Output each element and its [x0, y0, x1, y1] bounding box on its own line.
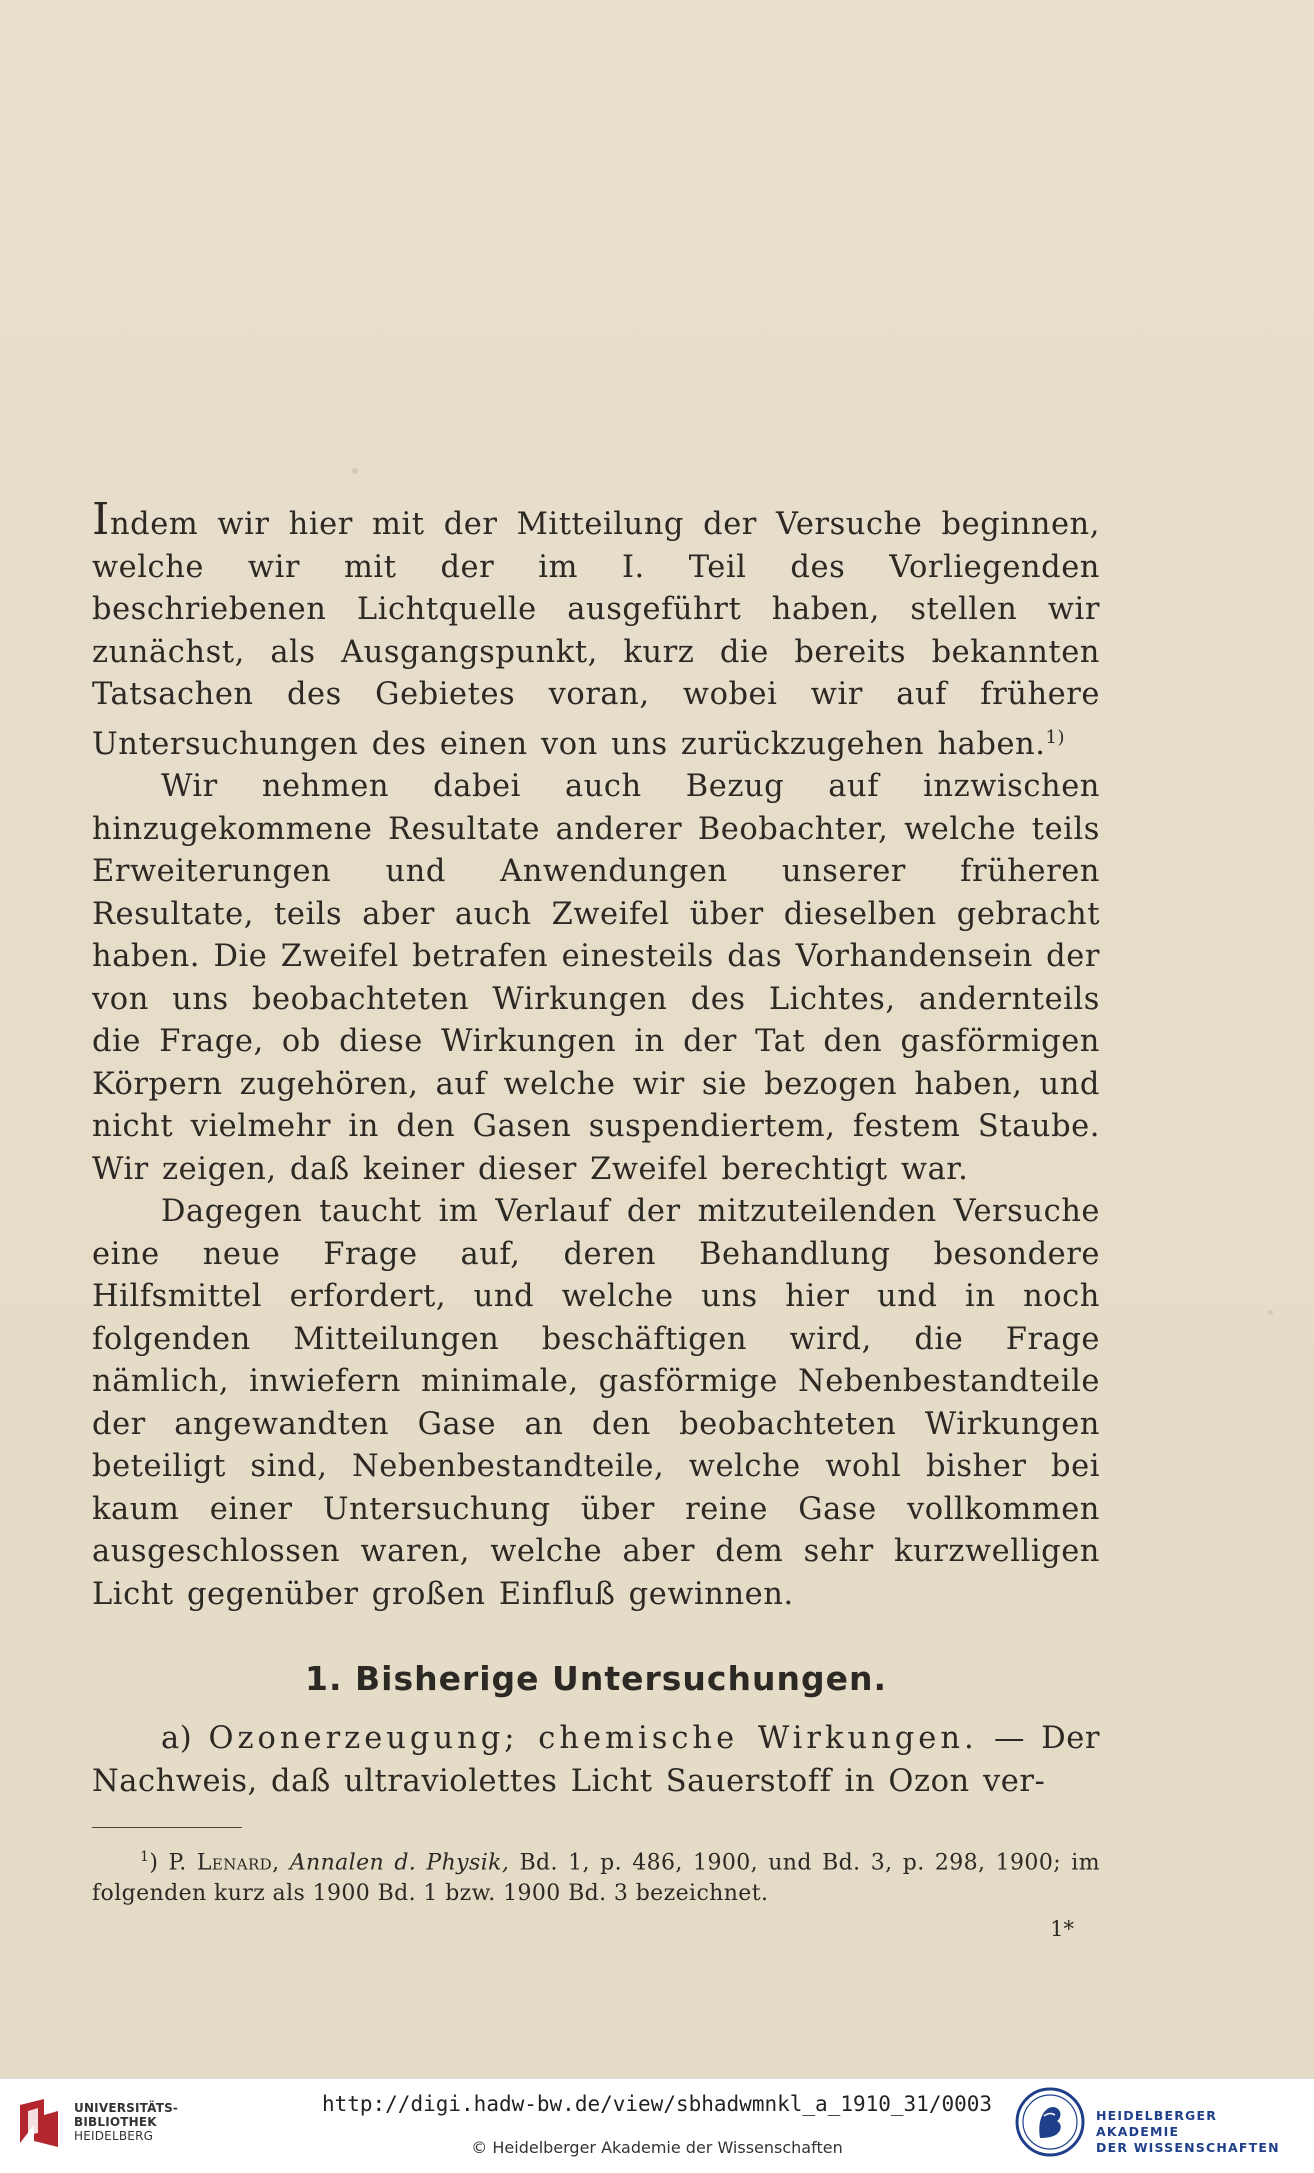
subsection-text: — Der Nachweis, daß ultraviolettes Licht Sauerstoff in Ozon ver- — [92, 1721, 1100, 1799]
footnote-author: P. Lenard, — [168, 1850, 280, 1876]
body-text — [92, 494, 1100, 1942]
footnote-marker: 1 — [140, 1849, 150, 1866]
hadw-logo[interactable] — [1014, 2086, 1304, 2162]
footnote: $^1$) P. Lenard, Annalen d. Physik, Bd. 1, p. 486, 1900, und Bd. 3, p. 298, 1900; im folgenden kurz als 1900 Bd. 1 bzw. 1900 Bd. 3 bezeichnet. — [92, 1849, 1100, 1907]
footnote-journal: Annalen d. Physik, — [289, 1850, 510, 1876]
hadw-logo-line-1: HEIDELBERGER AKADEMIE — [1096, 2108, 1218, 2139]
paper-speck — [352, 468, 358, 474]
hadw-logo-line-2: DER WISSENSCHAFTEN — [1096, 2140, 1280, 2155]
initial-letter: I — [92, 494, 110, 545]
footnote-ref: 1) — [1045, 726, 1066, 748]
ub-logo-line-1: UNIVERSITÄTS- — [74, 2101, 179, 2115]
hadw-logo-text — [1096, 2108, 1304, 2156]
paragraph-1-text: ndem wir hier mit der Mitteilung der Versuche beginnen, welche wir mit der im I. Teil des Vorliegenden beschriebenen Lichtquelle ausgeführt haben, stellen wir zunächst, als Ausgangspunkt, kurz die bereits bekannten Tatsachen des Gebietes voran, wobei wir auf frühere Untersuchungen des einen von uns zurückzugehen haben. — [92, 507, 1100, 762]
ub-logo-line-2: BIBLIOTHEK — [74, 2115, 157, 2129]
footnote-text: Bd. 1, p. 486, 1900, und Bd. 3, p. 298, 1900; im folgenden kurz als 1900 Bd. 1 bzw. 1900 Bd. 3 bezeichnet. — [92, 1850, 1100, 1907]
paragraph-3: Dagegen taucht im Verlauf der mitzuteilenden Versuche eine neue Frage auf, deren Behandlung besondere Hilfsmittel erfordert, und welche uns hier und in noch folgenden Mitteilungen beschäftigen wird, die Frage nämlich, inwiefern minimale, gasförmige Nebenbestandteile der angewandten Gase an den beobachteten Wirkungen beteiligt sind, Nebenbestandteile, welche wohl bisher bei kaum einer Untersuchung über reine Gase vollkommen ausgeschlossen waren, welche aber dem sehr kurzwelligen Licht gegenüber großen Einfluß gewinnen. — [92, 1194, 1100, 1612]
permalink-url[interactable]: http://digi.hadw-bw.de/view/sbhadwmnkl_a_1910_31/0003 — [321, 2092, 993, 2116]
subsection-paragraph — [92, 1718, 1100, 1803]
paper-speck — [1268, 1310, 1273, 1315]
section-heading: 1. Bisherige Untersuchungen. — [305, 1659, 887, 1699]
subsection-title: Ozonerzeugung; chemische Wirkungen. — [208, 1721, 978, 1757]
academy-seal-icon — [1014, 2086, 1086, 2158]
footnote-divider — [92, 1827, 242, 1828]
ub-logo-line-3: HEIDELBERG — [74, 2129, 154, 2143]
subsection-label: a) — [161, 1721, 193, 1757]
paragraph-1 — [92, 494, 1100, 766]
copyright-notice: © Heidelberger Akademie der Wissenschaften — [471, 2138, 843, 2157]
paragraph-2: Wir nehmen dabei auch Bezug auf inzwischen hinzugekommene Resultate anderer Beobachter, welche teils Erweiterungen und Anwendungen unserer früheren Resultate, teils aber auch Zweifel über dieselben gebracht haben. Die Zweifel betrafen einesteils das Vorhandensein der von uns beobachteten Wirkungen des Lichtes, andernteils die Frage, ob diese Wirkungen in der Tat den gasförmigen Körpern zugehören, auf welche wir sie bezogen haben, und nicht vielmehr in den Gasen suspendiertem, festem Staube. Wir zeigen, daß keiner dieser Zweifel berechtigt war. — [92, 769, 1100, 1187]
signature-mark: 1* — [1050, 1917, 1074, 1942]
